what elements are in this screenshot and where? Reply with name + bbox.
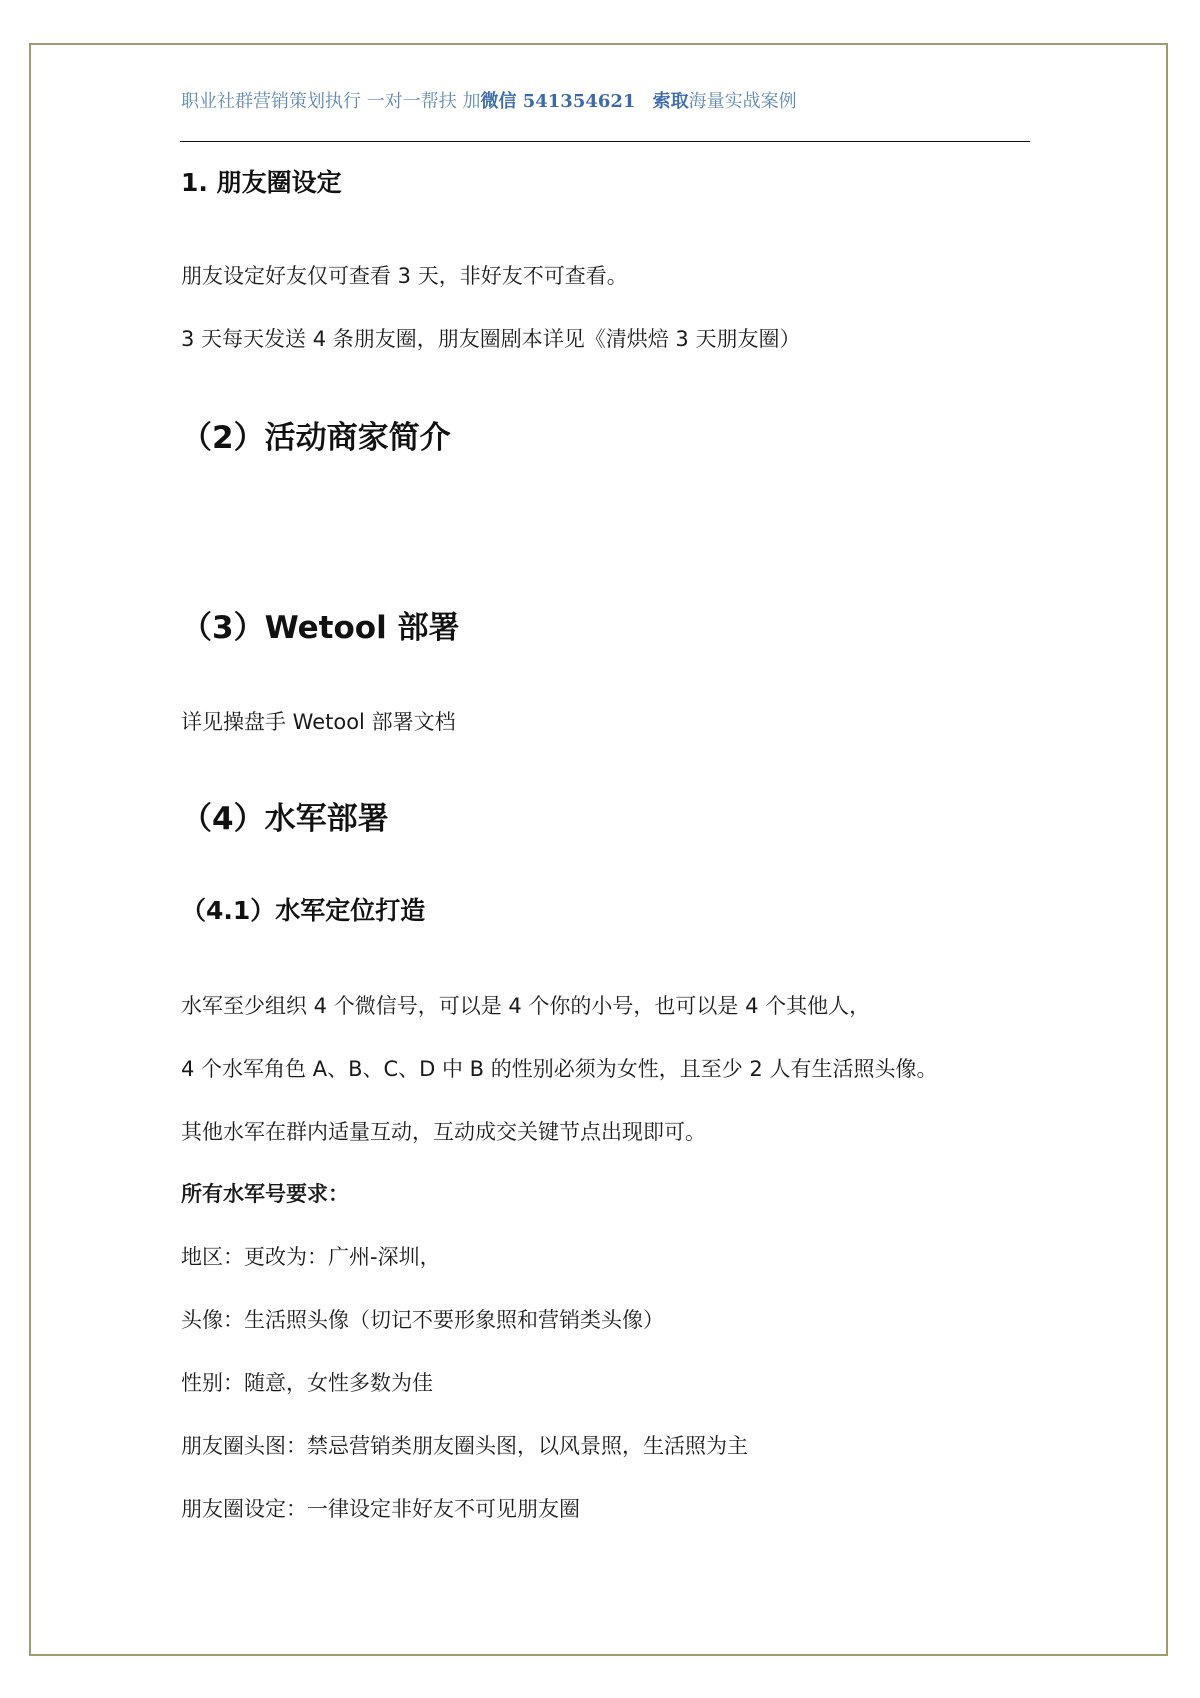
section-1-heading: 1. 朋友圈设定 xyxy=(181,168,342,197)
section-4-paragraph-1: 水军至少组织 4 个微信号，可以是 4 个你的小号，也可以是 4 个其他人， xyxy=(181,994,871,1018)
section-2-heading: （2）活动商家简介 xyxy=(181,420,451,456)
requirement-item: 朋友圈头图：禁忌营销类朋友圈头图，以风景照，生活照为主 xyxy=(181,1434,748,1458)
header-wechat: 微信 541354621 xyxy=(480,91,636,112)
requirement-item: 地区：更改为：广州-深圳， xyxy=(181,1245,441,1269)
header-request: 索取 xyxy=(652,91,689,112)
requirement-item: 朋友圈设定：一律设定非好友不可见朋友圈 xyxy=(181,1497,580,1521)
section-1-paragraph-2: 3 天每天发送 4 条朋友圈，朋友圈剧本详见《清烘焙 3 天朋友圈） xyxy=(181,327,801,351)
requirements-title: 所有水军号要求： xyxy=(181,1182,349,1206)
requirement-item: 性别：随意，女性多数为佳 xyxy=(181,1371,433,1395)
page-header xyxy=(181,87,797,113)
section-1-paragraph-1: 朋友设定好友仅可查看 3 天，非好友不可查看。 xyxy=(181,264,628,288)
requirement-item: 头像：生活照头像（切记不要形象照和营销类头像） xyxy=(181,1308,664,1332)
section-3-heading: （3）Wetool 部署 xyxy=(181,610,460,646)
header-divider xyxy=(180,141,1030,142)
section-4-heading: （4）水军部署 xyxy=(181,801,389,837)
section-4-paragraph-3: 其他水军在群内适量互动，互动成交关键节点出现即可。 xyxy=(181,1120,706,1144)
section-4-paragraph-2: 4 个水军角色 A、B、C、D 中 B 的性别必须为女性，且至少 2 人有生活照头像。 xyxy=(181,1057,938,1081)
section-3-paragraph-1: 详见操盘手 Wetool 部署文档 xyxy=(181,710,456,734)
header-prefix: 职业社群营销策划执行 一对一帮扶 加 xyxy=(181,91,481,112)
section-4-1-heading: （4.1）水军定位打造 xyxy=(181,896,426,925)
header-suffix: 海量实战案例 xyxy=(688,91,797,112)
